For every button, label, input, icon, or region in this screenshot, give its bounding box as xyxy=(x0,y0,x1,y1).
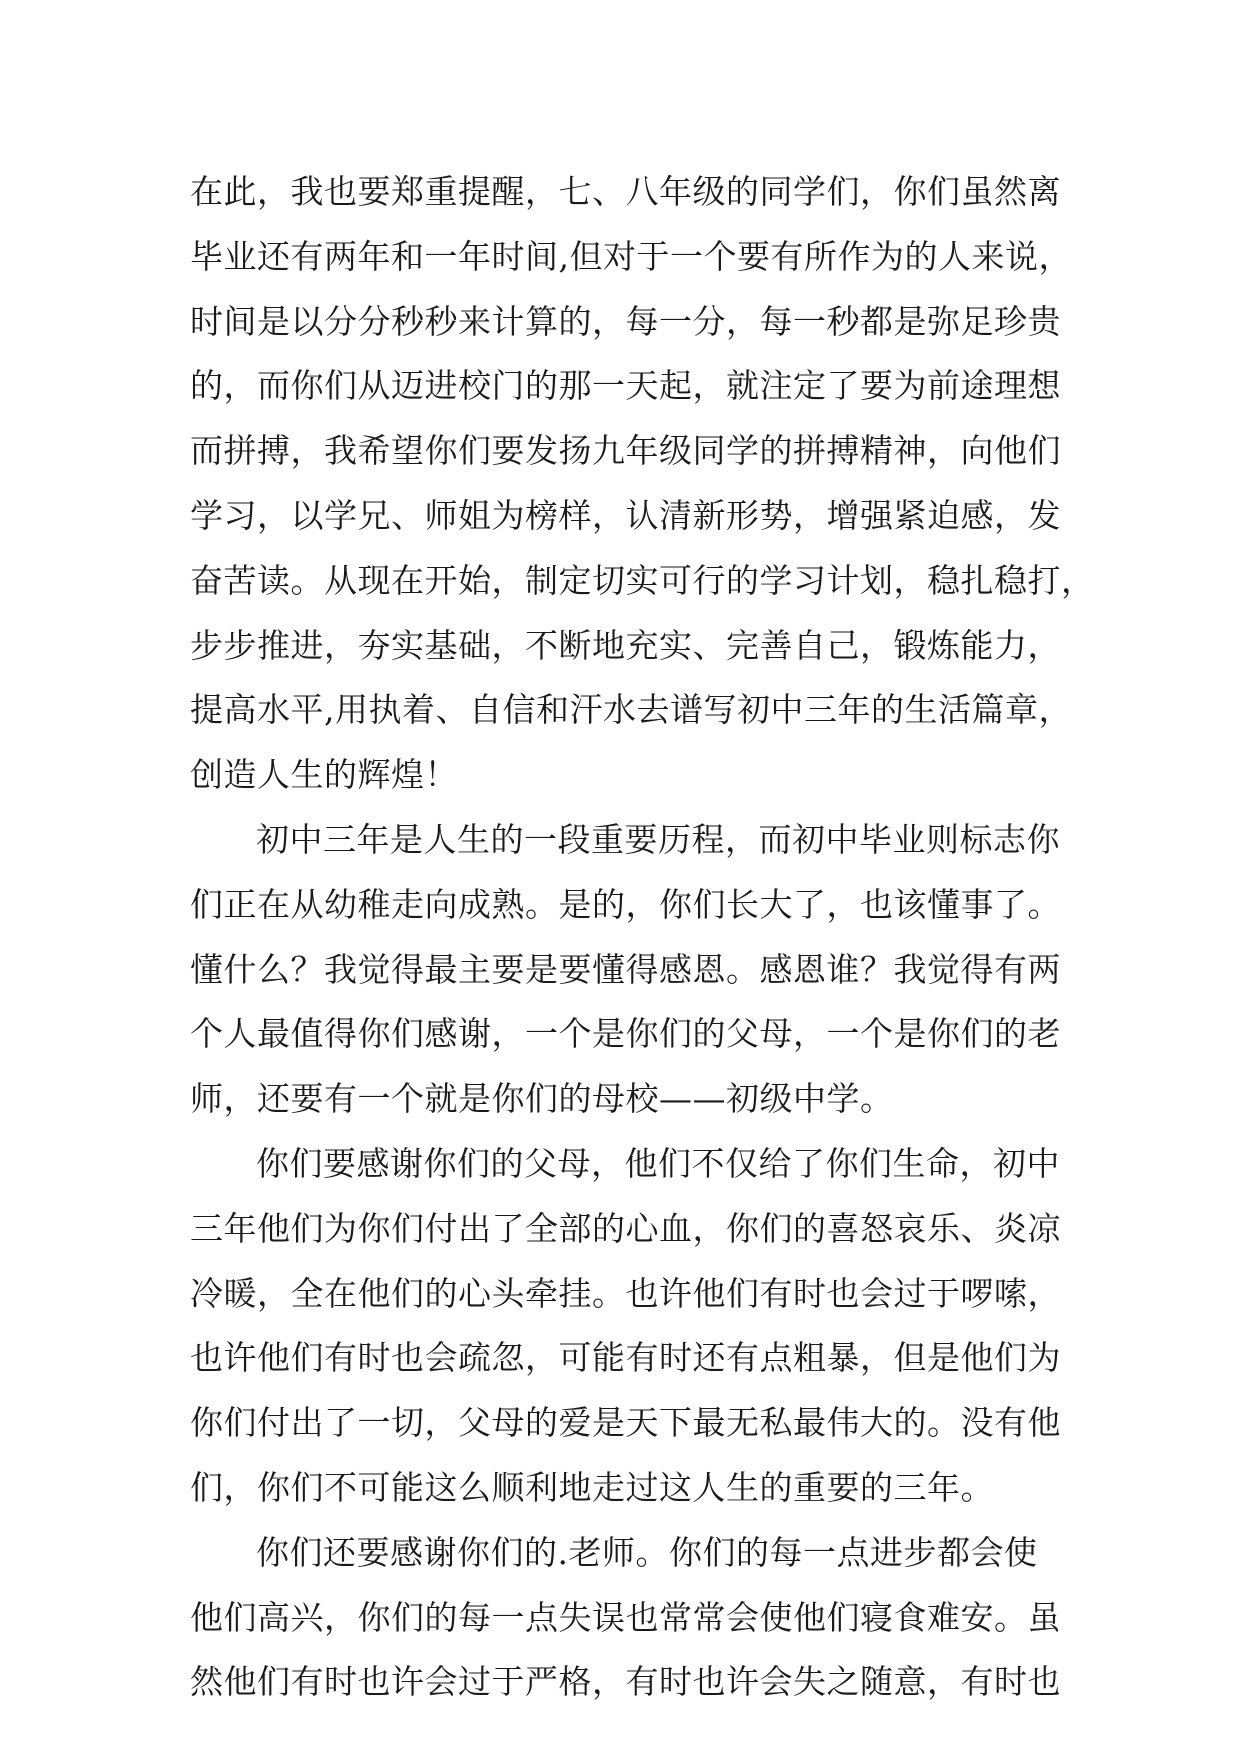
text-line: 懂什么？我觉得最主要是要懂得感恩。感恩谁？我觉得有两 xyxy=(190,949,1061,989)
text-line: 他们高兴，你们的每一点失误也常常会使他们寝食难安。虽 xyxy=(190,1597,1061,1637)
text-line: 学习，以学兄、师姐为榜样，认清新形势，增强紧迫感，发 xyxy=(190,495,1061,535)
text-line: 提高水平,用执着、自信和汗水去谱写初中三年的生活篇章， xyxy=(190,690,1072,730)
paragraph-first-line: 你们还要感谢你们的.老师。你们的每一点进步都会使 xyxy=(256,1532,1038,1572)
paragraph-first-line: 初中三年是人生的一段重要历程，而初中毕业则标志你 xyxy=(256,819,1060,859)
text-line: 而拼搏，我希望你们要发扬九年级同学的拼搏精神，向他们 xyxy=(190,431,1061,471)
text-line: 创造人生的辉煌！ xyxy=(190,755,458,795)
body-text xyxy=(190,160,1095,1715)
text-line: 们正在从幼稚走向成熟。是的，你们长大了，也该懂事了。 xyxy=(190,884,1061,924)
text-line: 师，还要有一个就是你们的母校——初级中学。 xyxy=(190,1079,894,1119)
text-line: 三年他们为你们付出了全部的心血，你们的喜怒哀乐、炎凉 xyxy=(190,1208,1061,1248)
text-line: 在此，我也要郑重提醒，七、八年级的同学们，你们虽然离 xyxy=(190,172,1061,211)
paragraph-first-line: 你们要感谢你们的父母，他们不仅给了你们生命，初中 xyxy=(256,1143,1060,1183)
text-line: 冷暖，全在他们的心头牵挂。也许他们有时也会过于啰嗦， xyxy=(190,1273,1061,1313)
text-line: 奋苦读。从现在开始，制定切实可行的学习计划，稳扎稳打， xyxy=(190,560,1095,600)
text-line: 时间是以分分秒秒来计算的，每一分，每一秒都是弥足珍贵 xyxy=(190,301,1061,341)
text-line: 们，你们不可能这么顺利地走过这人生的重要的三年。 xyxy=(190,1467,994,1507)
text-line: 你们付出了一切，父母的爱是天下最无私最伟大的。没有他 xyxy=(190,1403,1061,1443)
text-line: 然他们有时也许会过于严格，有时也许会失之随意，有时也 xyxy=(190,1662,1061,1702)
text-line: 也许他们有时也会疏忽，可能有时还有点粗暴，但是他们为 xyxy=(190,1338,1061,1378)
text-line: 的，而你们从迈进校门的那一天起，就注定了要为前途理想 xyxy=(190,366,1061,406)
text-line: 步步推进，夯实基础，不断地充实、完善自己，锻炼能力， xyxy=(190,625,1061,665)
text-line: 毕业还有两年和一年时间,但对于一个要有所作为的人来说， xyxy=(190,236,1072,276)
text-line: 个人最值得你们感谢，一个是你们的父母，一个是你们的老 xyxy=(190,1014,1061,1054)
